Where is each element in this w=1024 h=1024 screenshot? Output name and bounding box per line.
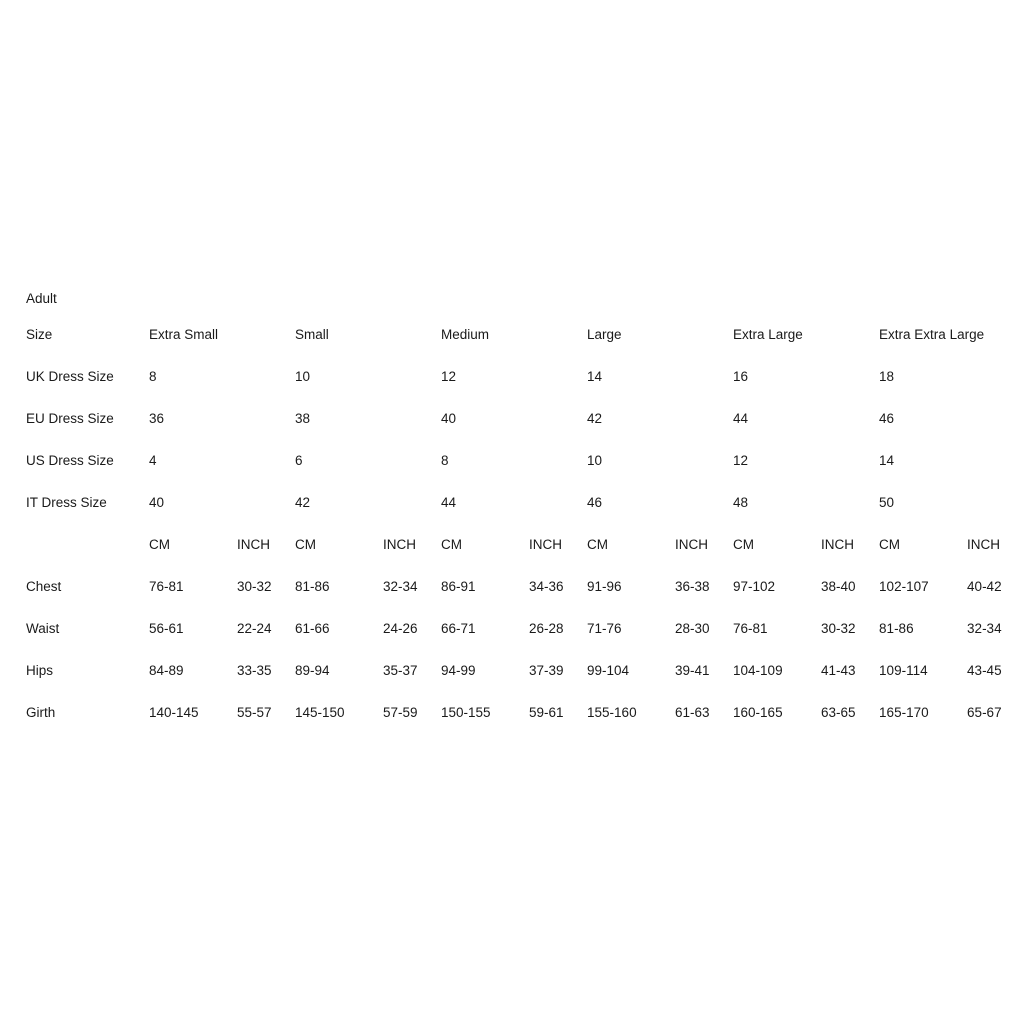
cell: 44 xyxy=(733,411,749,426)
unit-header-cm: CM xyxy=(733,537,755,552)
column-header-s: Small xyxy=(295,327,329,342)
column-header-xxl: Extra Extra Large xyxy=(879,327,985,342)
cell: 36 xyxy=(149,411,165,426)
table-row xyxy=(26,482,1024,524)
cell: 89-94 xyxy=(295,663,330,678)
unit-header-inch: INCH xyxy=(237,537,270,552)
table-row-units xyxy=(26,524,1024,566)
cell: 150-155 xyxy=(441,705,491,720)
cell: 109-114 xyxy=(879,663,928,678)
cell: 36-38 xyxy=(675,579,710,594)
cell: 76-81 xyxy=(733,621,768,636)
unit-header-cm: CM xyxy=(295,537,316,552)
cell: 71-76 xyxy=(587,621,622,636)
unit-header-cm: CM xyxy=(879,537,901,552)
row-header-us-dress-size: US Dress Size xyxy=(26,453,114,468)
row-header-uk-dress-size: UK Dress Size xyxy=(26,369,114,384)
table-row xyxy=(26,356,1024,398)
cell: 22-24 xyxy=(237,621,272,636)
cell: 30-32 xyxy=(821,621,856,636)
cell: 55-57 xyxy=(237,705,272,720)
unit-header-inch: INCH xyxy=(821,537,855,552)
row-header-waist: Waist xyxy=(26,621,60,636)
cell: 56-61 xyxy=(149,621,184,636)
unit-header-cm: CM xyxy=(149,537,170,552)
cell: 42 xyxy=(295,495,311,510)
row-header-hips: Hips xyxy=(26,663,54,678)
unit-header-cm: CM xyxy=(441,537,463,552)
table-row xyxy=(26,608,1024,650)
cell: 66-71 xyxy=(441,621,476,636)
cell: 65-67 xyxy=(967,705,1002,720)
cell: 30-32 xyxy=(237,579,272,594)
unit-header-inch: INCH xyxy=(383,537,416,552)
row-header-girth: Girth xyxy=(26,705,56,720)
cell: 12 xyxy=(733,453,749,468)
column-header-l: Large xyxy=(587,327,622,342)
cell: 140-145 xyxy=(149,705,199,720)
cell: 12 xyxy=(441,369,457,384)
cell: 6 xyxy=(295,453,303,468)
cell: 40 xyxy=(149,495,165,510)
row-header-chest: Chest xyxy=(26,579,62,594)
unit-header-inch: INCH xyxy=(675,537,709,552)
cell: 57-59 xyxy=(383,705,418,720)
cell: 81-86 xyxy=(879,621,914,636)
table-row-size-header xyxy=(26,314,1024,356)
cell: 43-45 xyxy=(967,663,1002,678)
cell: 61-63 xyxy=(675,705,710,720)
cell: 104-109 xyxy=(733,663,783,678)
cell: 35-37 xyxy=(383,663,418,678)
unit-header-inch: INCH xyxy=(967,537,1001,552)
cell: 32-34 xyxy=(967,621,1002,636)
cell: 40-42 xyxy=(967,579,1002,594)
cell: 14 xyxy=(587,369,603,384)
cell: 10 xyxy=(587,453,603,468)
table-row xyxy=(26,398,1024,440)
row-header-eu-dress-size: EU Dress Size xyxy=(26,411,114,426)
cell: 44 xyxy=(441,495,457,510)
cell: 39-41 xyxy=(675,663,710,678)
unit-header-cm: CM xyxy=(587,537,609,552)
cell: 59-61 xyxy=(529,705,564,720)
row-header-units xyxy=(26,524,149,566)
cell: 38 xyxy=(295,411,311,426)
cell: 8 xyxy=(441,453,449,468)
chart-caption: Adult xyxy=(26,291,57,306)
cell: 37-39 xyxy=(529,663,564,678)
cell: 34-36 xyxy=(529,579,564,594)
cell: 46 xyxy=(879,411,895,426)
cell: 50 xyxy=(879,495,895,510)
table-row xyxy=(26,692,1024,734)
cell: 38-40 xyxy=(821,579,856,594)
cell: 84-89 xyxy=(149,663,184,678)
size-chart xyxy=(26,292,1006,734)
cell: 81-86 xyxy=(295,579,330,594)
cell: 46 xyxy=(587,495,603,510)
row-header-size: Size xyxy=(26,327,53,342)
cell: 76-81 xyxy=(149,579,184,594)
cell: 86-91 xyxy=(441,579,476,594)
table-row xyxy=(26,566,1024,608)
cell: 4 xyxy=(149,453,157,468)
cell: 155-160 xyxy=(587,705,637,720)
column-header-xl: Extra Large xyxy=(733,327,803,342)
cell: 16 xyxy=(733,369,749,384)
cell: 99-104 xyxy=(587,663,630,678)
unit-header-inch: INCH xyxy=(529,537,563,552)
cell: 14 xyxy=(879,453,895,468)
cell: 61-66 xyxy=(295,621,330,636)
cell: 33-35 xyxy=(237,663,272,678)
cell: 24-26 xyxy=(383,621,418,636)
cell: 8 xyxy=(149,369,157,384)
cell: 102-107 xyxy=(879,579,929,594)
cell: 48 xyxy=(733,495,749,510)
cell: 40 xyxy=(441,411,457,426)
cell: 32-34 xyxy=(383,579,418,594)
cell: 26-28 xyxy=(529,621,564,636)
cell: 160-165 xyxy=(733,705,783,720)
cell: 28-30 xyxy=(675,621,710,636)
cell: 63-65 xyxy=(821,705,856,720)
cell: 41-43 xyxy=(821,663,856,678)
cell: 97-102 xyxy=(733,579,776,594)
cell: 145-150 xyxy=(295,705,345,720)
cell: 10 xyxy=(295,369,311,384)
table-row xyxy=(26,440,1024,482)
row-header-it-dress-size: IT Dress Size xyxy=(26,495,107,510)
cell: 94-99 xyxy=(441,663,476,678)
column-header-m: Medium xyxy=(441,327,490,342)
cell: 18 xyxy=(879,369,895,384)
column-header-xs: Extra Small xyxy=(149,327,219,342)
cell: 91-96 xyxy=(587,579,622,594)
cell: 165-170 xyxy=(879,705,929,720)
table-row xyxy=(26,650,1024,692)
size-chart-table xyxy=(26,314,1024,734)
cell: 42 xyxy=(587,411,603,426)
